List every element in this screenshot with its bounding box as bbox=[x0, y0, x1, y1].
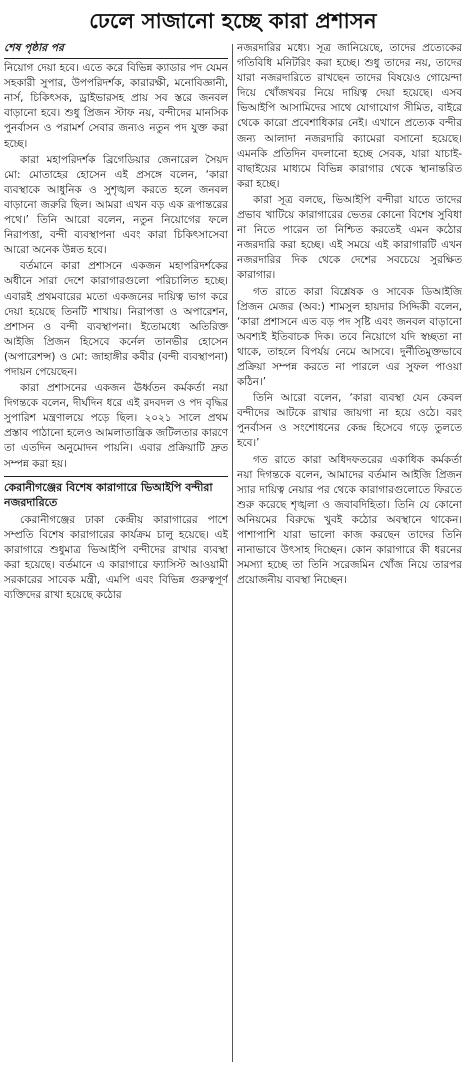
right-paragraph-3: গত রাতে কারা বিশ্লেষক ও সাবেক ডিআইজি প্রিজন মেজর (অব:) শামসুল হায়দার সিদ্দিকী বলেন, ‘কারা প্রশাসনে এত বড় পদ সৃষ্টি এবং জনবল বাড়ানো অবশ্যই ইতিবাচক দিক। তবে নিয়োগে যদি স্বচ্ছতা না থাকে, তাহলে বিপর্যয় নেমে আসবে। দুর্নীতিমুক্তভাবে প্রক্রিয়া সম্পন্ন করতে না পারলে এর সুফল পাওয়া কঠিন।’ bbox=[237, 285, 462, 389]
article-headline: ঢেলে সাজানো হচ্ছে কারা প্রশাসন bbox=[89, 9, 377, 33]
right-paragraph-5: গত রাতে কারা অধিদফতরের একাধিক কর্মকর্তা নয়া দিগন্তকে বলেন, আমাদের বর্তমান আইজি প্রিজন স্যার দায়িত্ব নেয়ার পর থেকে কারাগারগুলোতে ফিরতে শুরু করেছে শৃঙ্খলা ও জবাবদিহিতা। তিনি যে কোনো অনিয়মের বিরুদ্ধে খুবই কঠোর অবস্থানে থাকেন। পাশাপাশি যারা ভালো কাজ করছেন তাদের তিনি নানাভাবে উৎসাহ দিচ্ছেন। কোন কারাগারে কী ধরনের সমস্যা হচ্ছে তা তিনি সরেজমিন খোঁজ নিয়ে তারপর প্রয়োজনীয় ব্যবস্থা নিচ্ছেন। bbox=[237, 453, 462, 587]
left-paragraph-1: নিয়োগ দেয়া হবে। এতে করে বিভিন্ন ক্যাডার পদ যেমন সহকারী সুপার, উপপরিদর্শক, কারারক্ষী, মনোবিজ্ঞানী, নার্স, চিকিৎসক, ড্রাইভারসহ প্রায় সব স্তরে জনবল বাড়ানো হবে। শুধু প্রিজন স্টাফ নয়, বন্দীদের মানসিক পুনর্বাসন ও পরামর্শ সেবার জন্যও নতুন পদ যুক্ত করা হচ্ছে। bbox=[4, 62, 228, 150]
left-paragraph-2: কারা মহাপরিদর্শক ব্রিগেডিয়ার জেনারেল সৈয়দ মো: মোতাহের হোসেন এই প্রসঙ্গে বলেন, ‘কারা ব্যবস্থাকে আধুনিক ও সুশৃঙ্খল করতে হলে জনবল বাড়ানো জরুরি ছিল। আমরা এখন বড় এক রূপান্তরের পথে।’ তিনি আরো বলেন, নতুন নিয়োগের ফলে নিরাপত্তা, বন্দী ব্যবস্থাপনা এবং কারা চিকিৎসাসেবা আরো অনেক উন্নত হবে। bbox=[4, 153, 228, 257]
continued-from-label: শেষ পৃষ্ঠার পর bbox=[4, 41, 228, 59]
right-column bbox=[237, 41, 462, 1065]
right-paragraph-2: কারা সূত্র বলছে, ভিআইপি বন্দীরা যাতে তাদের প্রভাব খাটিয়ে কারাগারের ভেতর কোনো বিশেষ সুবিধা না নিতে পারেন তা নিশ্চিত করতেই এমন কঠোর নজরদারি করা হচ্ছে। এই সময়ে এই কারাগারটি এখন নজরদারির দিক থেকে দেশের সবচেয়ে সুরক্ষিত কারাগার। bbox=[237, 193, 462, 282]
right-paragraph-4: তিনি আরো বলেন, ‘কারা ব্যবস্থা যেন কেবল বন্দীদের আটকে রাখার জায়গা না হয়ে ওঠে। বরং পুনর্বাসন ও সংশোধনের কেন্দ্র হিসেবে গড়ে তুলতে হবে।’ bbox=[237, 392, 462, 450]
left-paragraph-5: কেরানীগঞ্জের ঢাকা কেন্দ্রীয় কারাগারের পাশে সম্প্রতি বিশেষ কারাগারের কার্যক্রম চালু হয়েছে। এই কারাগারে শুধুমাত্র ভিআইপি বন্দীদের রাখার ব্যবস্থা করা হয়েছে। বর্তমানে এ কারাগারে ফ্যাসিস্ট আওয়ামী সরকারের সাবেক মন্ত্রী, এমপি এবং বিভিন্ন গুরুত্বপূর্ণ ব্যক্তিদের রাখা হয়েছে কঠোর bbox=[4, 513, 228, 602]
left-paragraph-3: বর্তমানে কারা প্রশাসনে একজন মহাপরিদর্শকের অধীনে সারা দেশে কারাগারগুলো পরিচালিত হচ্ছে। এবারই প্রথমবারের মতো একজনের দায়িত্ব ভাগ করে দেয়া হয়েছে তিনটি শাখায়। নিরাপত্তা ও অপারেশন, প্রশাসন ও বন্দী ব্যবস্থাপনা। ইতোমধ্যে অতিরিক্ত আইজি প্রিজন হিসেবে কর্নেল তানভীর হোসেন (অপারেশন্স) ও মো: জাহাঙ্গীর কবীর (বন্দী ব্যবস্থাপনা) পদায়ন পেয়েছেন। bbox=[4, 260, 228, 378]
left-paragraph-4: কারা প্রশাসনের একজন ঊর্ধ্বতন কর্মকর্তা নয়া দিগন্তকে বলেন, দীর্ঘদিন ধরে এই রদবদল ও পদ বৃদ্ধির সুপারিশ মন্ত্রণালয়ে পড়ে ছিল। ২০২১ সালে প্রথম প্রস্তাব পাঠানো হলেও আমলাতান্ত্রিক জটিলতার কারণে তা এতদিন অনুমোদন পায়নি। এবার প্রক্রিয়াটি দ্রুত সম্পন্ন করা হয়। bbox=[4, 382, 228, 470]
column-divider bbox=[232, 44, 233, 1062]
right-paragraph-1: নজরদারির মধ্যে। সূত্র জানিয়েছে, তাদের প্রত্যেকের গতিবিধি মনিটরিং করা হচ্ছে। শুধু তাদের নয়, তাদের যারা নজরদারিতে রাখছেন তাদের বিষয়েও গোয়েন্দা দিয়ে খোঁজখবর নিয়ে দায়িত্ব দেয়া হয়েছে। এসব ভিআইপি আসামিদের সাথে যোগাযোগ সীমিত, বাইরে থেকে কারো প্রবেশাধিকার নেই। এখানে প্রত্যেক বন্দীর জন্য আলাদা নজরদারি ক্যামেরা বসানো হয়েছে। এমনকি প্রতিদিন বদলানো হচ্ছে সেবক, যারা যাচাই-বাছাইয়ের মাধ্যমে বিভিন্ন কারাগার থেকে স্থানান্তরিত করা হচ্ছে। bbox=[237, 42, 462, 190]
left-column bbox=[4, 41, 228, 1065]
article-subheading: কেরানীগঞ্জের বিশেষ কারাগারে ভিআইপি বন্দীরা নজরদারিতে bbox=[4, 476, 228, 511]
